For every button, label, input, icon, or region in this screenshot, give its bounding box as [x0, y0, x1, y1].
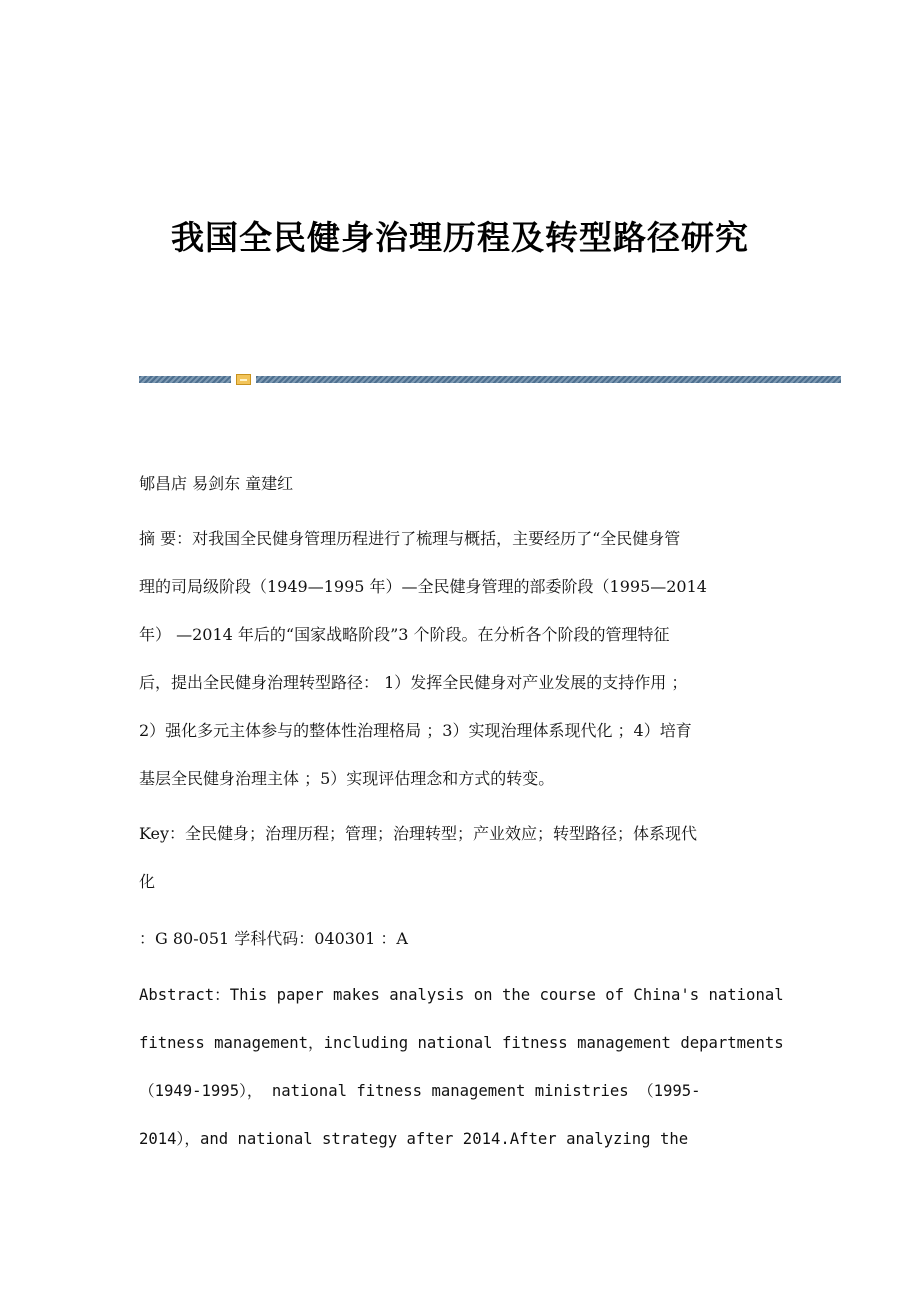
abstract-english [139, 971, 799, 1163]
abstract-en-line: fitness management，including national fitness management departments [139, 1034, 784, 1052]
abstract-cn-line: 2）强化多元主体参与的整体性治理格局 ；3）实现治理体系现代化 ；4）培育 [139, 721, 692, 740]
abstract-en-line: 2014），and national strategy after 2014.After analyzing the [139, 1130, 689, 1148]
abstract-cn-line: 后，提出全民健身治理转型路径： 1）发挥全民健身对产业发展的支持作用 ； [139, 673, 688, 692]
keywords [139, 810, 789, 906]
author-list: 郇昌店 易剑东 童建红 [139, 474, 294, 493]
abstract-cn-line: 摘 要：对我国全民健身管理历程进行了梳理与概括，主要经历了“全民健身管 [139, 529, 681, 548]
keywords-line: 化 [139, 872, 156, 891]
abstract-cn-line: 年） —2014 年后的“国家战略阶段”3 个阶段。在分析各个阶段的管理特征 [139, 625, 670, 644]
divider-emblem-icon [236, 374, 251, 385]
divider-bar-right [256, 376, 841, 383]
classification-codes: ：G 80-051 学科代码：040301 ：A [139, 929, 408, 948]
title-divider [139, 374, 841, 386]
abstract-cn-line: 理的司局级阶段（1949—1995 年）—全民健身管理的部委阶段（1995—2014 [139, 577, 707, 596]
abstract-chinese [139, 515, 789, 803]
keywords-line: Key：全民健身；治理历程；管理；治理转型；产业效应；转型路径；体系现代 [139, 824, 698, 843]
abstract-en-line: Abstract：This paper makes analysis on the course of China's national [139, 986, 784, 1004]
abstract-en-line: （1949-1995）， national fitness management ministries （1995- [139, 1082, 701, 1100]
abstract-cn-line: 基层全民健身治理主体 ；5）实现评估理念和方式的转变。 [139, 769, 555, 788]
paper-title: 我国全民健身治理历程及转型路径研究 [171, 218, 749, 257]
divider-bar-left [139, 376, 231, 383]
